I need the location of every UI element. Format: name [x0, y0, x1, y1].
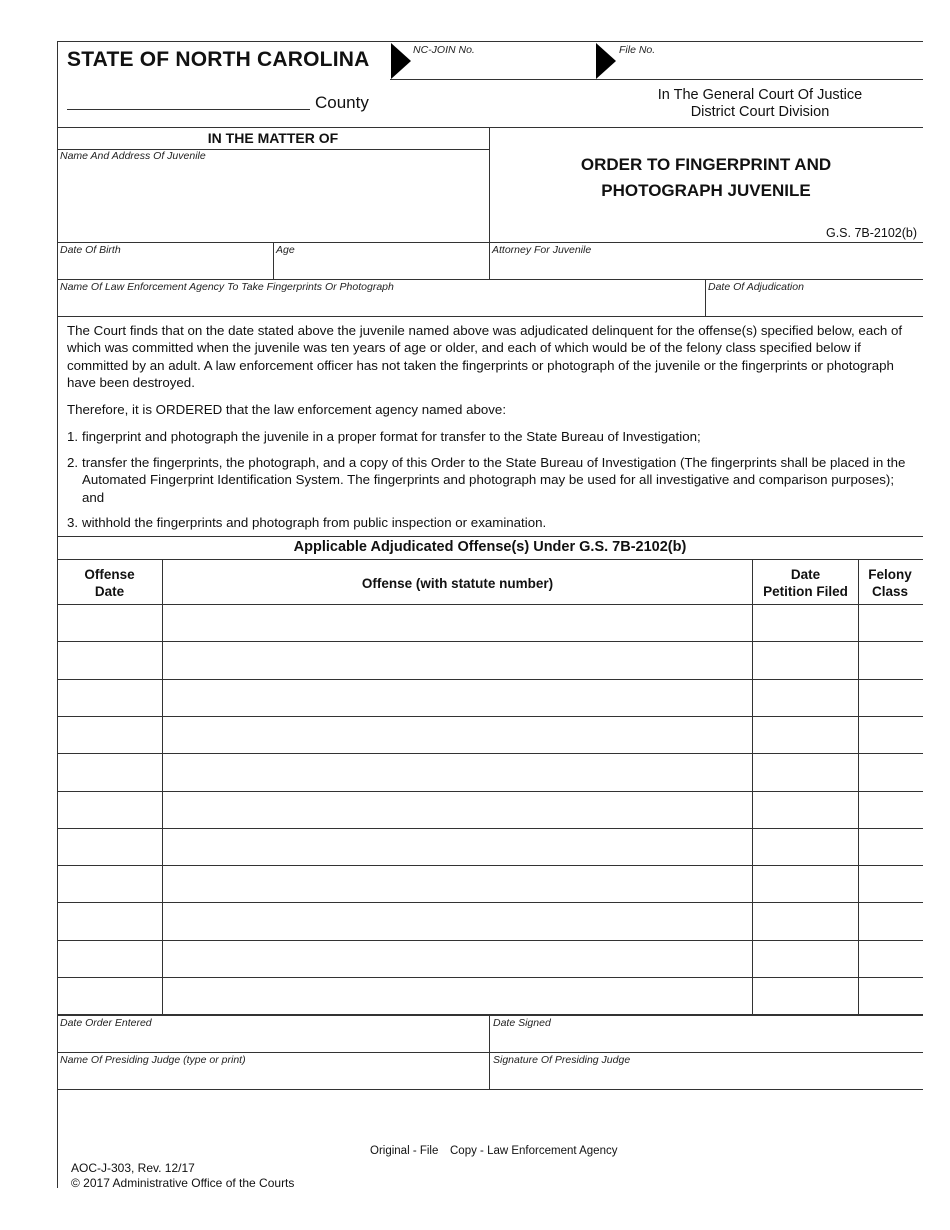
col-petition-line-1: Date: [790, 567, 821, 582]
file-no-label: File No.: [619, 44, 656, 56]
petition-filed-cell[interactable]: [753, 754, 857, 789]
col-petition-filed: [753, 566, 858, 600]
col-petition-line-2: Petition Filed: [763, 584, 848, 599]
col-offense: Offense (with statute number): [361, 576, 554, 591]
date-signed-field[interactable]: [490, 1031, 920, 1051]
county-label: County: [315, 93, 369, 112]
felony-class-cell[interactable]: [859, 829, 921, 864]
adjudication-date-field[interactable]: [706, 295, 920, 315]
col-divider-2: [752, 559, 753, 1015]
offense-cell[interactable]: [163, 605, 752, 640]
table-header-top-rule: [57, 559, 923, 560]
offense-cell[interactable]: [163, 680, 752, 715]
form-number: AOC-J-303, Rev. 12/17: [71, 1161, 195, 1175]
age-label: Age: [276, 244, 295, 256]
table-caption: Applicable Adjudicated Offense(s) Under G.S. 7B-2102(b): [293, 539, 687, 555]
offense-date-cell[interactable]: [58, 978, 162, 1013]
offense-date-cell[interactable]: [58, 829, 162, 864]
age-field[interactable]: [274, 258, 488, 278]
dob-field[interactable]: [58, 258, 272, 278]
offense-date-cell[interactable]: [58, 717, 162, 752]
order-item-number: 3.: [67, 515, 79, 530]
copyright: © 2017 Administrative Office of the Courts: [71, 1176, 295, 1190]
petition-filed-cell[interactable]: [753, 978, 857, 1013]
col-divider-3: [858, 559, 859, 1015]
statute-reference: G.S. 7B-2102(b): [825, 226, 917, 240]
county-field[interactable]: [67, 109, 310, 110]
offense-cell[interactable]: [163, 903, 752, 938]
matter-heading: IN THE MATTER OF: [207, 130, 339, 146]
court-line-1: In The General Court Of Justice: [657, 87, 863, 103]
felony-class-cell[interactable]: [859, 978, 921, 1013]
offense-date-cell[interactable]: [58, 866, 162, 901]
judge-name-label: Name Of Presiding Judge (type or print): [60, 1054, 246, 1066]
felony-class-cell[interactable]: [859, 903, 921, 938]
date-order-entered-label: Date Order Entered: [60, 1017, 152, 1029]
petition-filed-cell[interactable]: [753, 792, 857, 827]
col-offense-date: [57, 566, 162, 600]
offense-cell[interactable]: [163, 717, 752, 752]
nc-join-arrow-icon: [391, 43, 411, 79]
offense-date-cell[interactable]: [58, 792, 162, 827]
title-line-1: ORDER TO FINGERPRINT AND: [580, 155, 832, 174]
order-item-text: fingerprint and photograph the juvenile in a proper format for transfer to the State Bureau of Investigation;: [82, 429, 701, 444]
offense-cell[interactable]: [163, 866, 752, 901]
petition-filed-cell[interactable]: [753, 642, 857, 677]
col-offense-date-line-2: Date: [94, 584, 125, 599]
felony-class-cell[interactable]: [859, 642, 921, 677]
header-mid-rule: [390, 79, 923, 80]
petition-filed-cell[interactable]: [753, 941, 857, 976]
distribution-copy: Copy - Law Enforcement Agency: [450, 1145, 618, 1157]
felony-class-cell[interactable]: [859, 941, 921, 976]
felony-class-cell[interactable]: [859, 754, 921, 789]
file-no-arrow-icon: [596, 43, 616, 79]
offense-date-cell[interactable]: [58, 605, 162, 640]
title-line-2: PHOTOGRAPH JUVENILE: [601, 181, 811, 200]
col-felony-line-1: Felony: [868, 567, 912, 582]
offense-date-cell[interactable]: [58, 941, 162, 976]
order-item-number: 2.: [67, 455, 79, 470]
findings-top-rule: [57, 316, 923, 317]
state-heading: STATE OF NORTH CAROLINA: [67, 48, 370, 71]
petition-filed-cell[interactable]: [753, 866, 857, 901]
signature-top-rule: [57, 1015, 923, 1016]
petition-filed-cell[interactable]: [753, 717, 857, 752]
agency-top-rule: [57, 279, 923, 280]
offense-cell[interactable]: [163, 978, 752, 1013]
date-order-entered-field[interactable]: [58, 1031, 488, 1051]
offense-date-cell[interactable]: [58, 680, 162, 715]
attorney-field[interactable]: [490, 258, 920, 278]
adjudication-date-label: Date Of Adjudication: [708, 281, 804, 293]
offense-date-cell[interactable]: [58, 642, 162, 677]
col-felony-class: [858, 566, 922, 600]
matter-top-rule: [57, 127, 923, 128]
offense-cell[interactable]: [163, 792, 752, 827]
offense-cell[interactable]: [163, 941, 752, 976]
order-item-text: transfer the fingerprints, the photograph, and a copy of this Order to the State Bureau of Investigation (The fingerprints shall be placed in the Automated Fingerprint Identification System. The fingerprints and photograph may be used for all investigative and comparison purposes); and: [82, 455, 906, 505]
ordered-statement: Therefore, it is ORDERED that the law enforcement agency named above:: [67, 402, 507, 417]
offense-date-cell[interactable]: [58, 754, 162, 789]
distribution-original: Original - File: [370, 1145, 439, 1157]
col-felony-line-2: Class: [871, 584, 909, 599]
nc-join-label: NC-JOIN No.: [413, 44, 475, 56]
col-offense-date-line-1: Offense: [84, 567, 135, 582]
file-no-field[interactable]: [660, 42, 920, 78]
offense-cell[interactable]: [163, 754, 752, 789]
date-signed-label: Date Signed: [493, 1017, 551, 1029]
felony-class-cell[interactable]: [859, 866, 921, 901]
court-line-2: District Court Division: [690, 104, 830, 120]
judge-name-field[interactable]: [58, 1068, 488, 1088]
col-divider-1: [162, 559, 163, 1015]
petition-filed-cell[interactable]: [753, 680, 857, 715]
offense-cell[interactable]: [163, 829, 752, 864]
agency-field[interactable]: [58, 295, 704, 315]
attorney-label: Attorney For Juvenile: [492, 244, 592, 256]
offense-date-cell[interactable]: [58, 903, 162, 938]
felony-class-cell[interactable]: [859, 605, 921, 640]
nc-join-field[interactable]: [480, 42, 590, 78]
name-address-label: Name And Address Of Juvenile: [60, 150, 206, 162]
felony-class-cell[interactable]: [859, 717, 921, 752]
judge-signature-field[interactable]: [490, 1068, 920, 1088]
order-item-text: withhold the fingerprints and photograph from public inspection or examination.: [82, 515, 547, 530]
dob-label: Date Of Birth: [60, 244, 121, 256]
dob-top-rule: [57, 242, 923, 243]
petition-filed-cell[interactable]: [753, 903, 857, 938]
signature-bottom-rule: [57, 1089, 923, 1090]
agency-label: Name Of Law Enforcement Agency To Take Fingerprints Or Photograph: [60, 281, 394, 293]
offense-cell[interactable]: [163, 642, 752, 677]
judge-signature-label: Signature Of Presiding Judge: [493, 1054, 631, 1066]
judge-top-rule: [57, 1052, 923, 1053]
felony-class-cell[interactable]: [859, 680, 921, 715]
petition-filed-cell[interactable]: [753, 829, 857, 864]
felony-class-cell[interactable]: [859, 792, 921, 827]
table-caption-top-rule: [57, 536, 923, 537]
order-item-number: 1.: [67, 429, 79, 444]
name-address-field[interactable]: [58, 164, 488, 241]
findings-paragraph: The Court finds that on the date stated above the juvenile named above was adjudicated delinquent for the offense(s) specified below, each of which was committed when the juvenile was ten years of age or older, and each of which would be of the felony class specified below if committed by an adult. A law enforcement officer has not taken the fingerprints or photograph of the juvenile or the fingerprints or photograph have been destroyed.: [67, 323, 903, 391]
petition-filed-cell[interactable]: [753, 605, 857, 640]
